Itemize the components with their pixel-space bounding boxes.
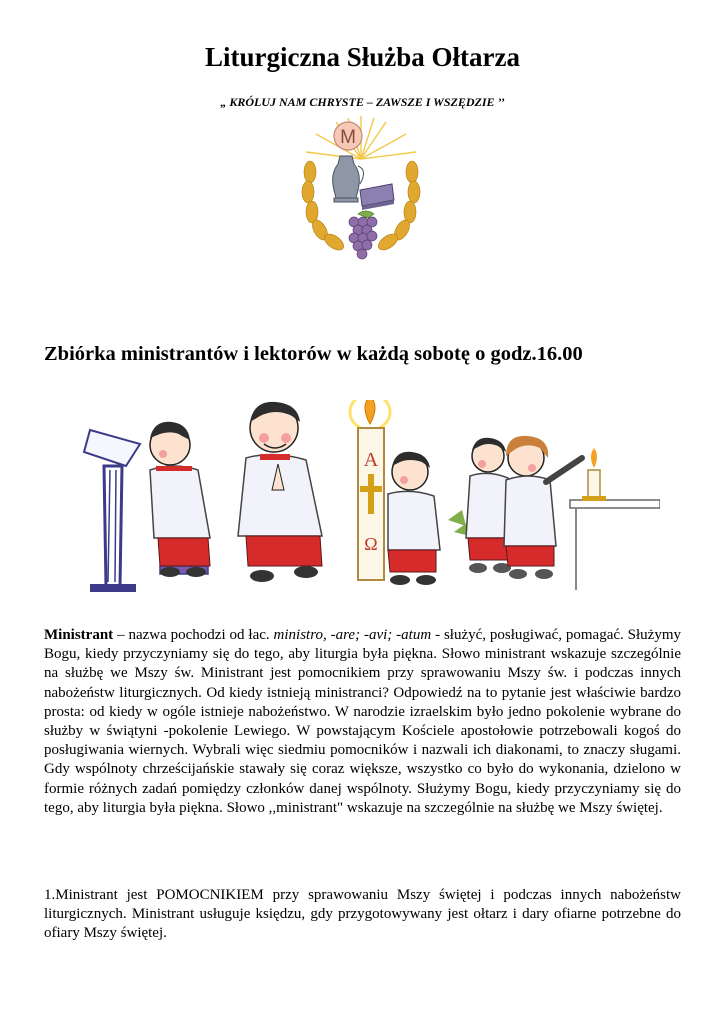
server-with-candle <box>350 400 440 585</box>
altar-servers-emblem-icon <box>296 114 426 264</box>
paragraph-point-1: 1.Ministrant jest POMOCNIKIEM przy sprawowaniu Mszy świętej i podczas innych nabożeństw liturgicznych. Ministrant usługuje księdzu, gdy przygotowywany jest ołtarz i dary ofiarne potrzebne do ofiary Mszy świętej. <box>44 887 681 942</box>
book-icon <box>360 184 394 210</box>
motto: „ KRÓLUJ NAM CHRYSTE – ZAWSZE I WSZĘDZIE ’’ <box>220 95 505 109</box>
paragraph-segment: - służyć, posługiwać, pomagać. Służymy Bogu, kiedy przyczyniamy się do tego, aby liturgia była piękna. Słowo ministrant wskazuje szczególnie na służbę we Mszy św. Ministrant jest pomocnikiem przy sprawowaniu Mszy św. i podczas innych nabożeństw liturgicznych. Od kiedy istnieją ministranci? Odpowiedź na to pytanie jest właściwie bardzo prosta: od kiedy w ogóle istnieje nabożeństwo. W narodzie izraelskim było jedno pokolenie wybrane do służby w świątyni -pokolenie Lewiego. W powstającym Kościele apostołowie potrzebowali kogoś do posługiwania wiernych. Wybrali więc siedmiu pomocników i nazwali ich diakonami, to znaczy sługami. Gdy wspólnoty chrześcijańskie stawały się coraz większe, wszystko co było do wykonania, dzielono w formie różnych zadań pomiędzy członków danej wspólnoty. Służymy Bogu, kiedy przyczyniamy się do tego, aby liturgia była piękna. Słowo ,,ministrant" wskazuje na szczególnie na służbę we Mszy świętej. <box>44 627 681 816</box>
servers-at-altar <box>448 436 660 590</box>
alpha-letter: A <box>363 449 379 471</box>
section-heading: Zbiórka ministrantów i lektorów w każdą sobotę o godz.16.00 <box>44 343 583 365</box>
server-at-lectern <box>84 422 210 592</box>
altar-servers-illustration-icon <box>70 400 660 600</box>
term-ministrant: Ministrant <box>44 627 114 643</box>
wheat-right <box>376 161 420 253</box>
omega-letter: Ω <box>364 534 378 554</box>
grapes-icon <box>349 211 377 259</box>
paragraph-ministrant-definition <box>44 626 681 818</box>
latin-term: ministro, -are; -avi; -atum <box>273 627 432 643</box>
pitcher-icon <box>333 156 364 202</box>
paragraph-segment: – nazwa pochodzi od łac. <box>113 627 274 643</box>
server-praying <box>238 402 322 582</box>
emblem-letter: M <box>340 127 356 148</box>
page-title: Liturgiczna Służba Ołtarza <box>205 42 520 72</box>
